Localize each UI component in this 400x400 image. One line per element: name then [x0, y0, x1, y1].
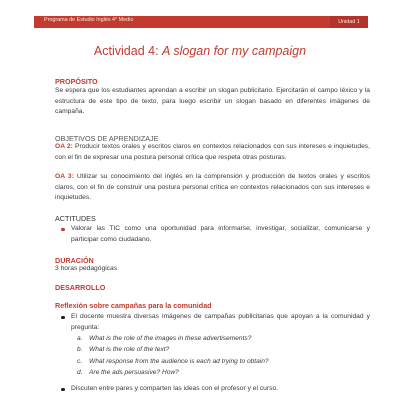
question-text: What response from the audience is each ad trying to obtain? [89, 357, 269, 365]
title-prefix: Actividad 4: [93, 44, 163, 58]
oa3-paragraph [55, 172, 370, 204]
desarrollo-bullet-1-text: El docente muestra diversas imágenes de campañas publicitarias que apoyan a la comunidad y pregunta: [71, 313, 370, 331]
proposito-text: Se espera que los estudiantes aprendan a escribir un slogan publicitario. Ejercitarán el campo léxico y la estructura de este tipo de texto, para luego escribir un slogan basado en diferentes imágenes de campaña. [55, 87, 370, 116]
question-letter: c. [77, 357, 83, 365]
question-text: What is the role of the images in these advertisements? [89, 335, 252, 342]
list-item [77, 356, 367, 367]
document-body [55, 0, 370, 400]
desarrollo-heading: DESARROLLO [55, 283, 106, 292]
bullet-icon [61, 228, 65, 232]
list-item [77, 344, 367, 355]
question-letter: d. [77, 368, 83, 376]
duracion-text: 3 horas pedagógicas [55, 265, 118, 272]
actitudes-text: Valorar las TIC como una oportunidad para informarse, investigar, socializar, comunicarse y participar como ciudadano. [71, 225, 370, 243]
bullet-icon [61, 316, 65, 320]
question-letter: b. [77, 346, 83, 354]
oa2-text: Producir textos orales y escritos claros en contextos relacionados con sus intereses e inquietudes, con el fin de expresar una postura personal crítica que respeta otras posturas. [55, 143, 370, 161]
desarrollo-bullet-2 [55, 384, 370, 395]
list-item [77, 333, 367, 344]
program-label: Programa de Estudio Inglés 4° Medio [44, 17, 134, 23]
question-letter: a. [77, 335, 83, 342]
desarrollo-bullet-1 [55, 312, 370, 334]
unit-label: Unidad 1 [338, 19, 360, 25]
question-text: Are the ads persuasive? How? [89, 368, 179, 376]
duracion-heading: DURACIÓN [55, 256, 94, 265]
desarrollo-subheading: Reflexión sobre campañas para la comunidad [55, 301, 212, 310]
actitudes-heading: ACTITUDES [55, 214, 96, 223]
objetivos-heading: OBJETIVOS DE APRENDIZAJE [55, 134, 159, 143]
proposito-heading: PROPÓSITO [55, 77, 98, 86]
actitudes-item [55, 224, 370, 246]
oa3-text: Utilizar su conocimiento del inglés en la comprensión y producción de textos orales y escritos claros, con el fin de construir una postura personal crítica en contextos relacionados con sus intereses e inquietudes. [55, 173, 370, 202]
question-list [77, 333, 367, 378]
title-italic: A slogan for my campaign [162, 44, 307, 58]
oa2-paragraph [55, 142, 370, 163]
question-text: What is the role of the text? [89, 346, 170, 354]
oa2-tag: OA 2: [55, 143, 73, 150]
list-item [77, 367, 367, 378]
desarrollo-bullet-2-text: Discuten entre pares y comparten las ideas con el profesor y el curso. [71, 385, 279, 392]
oa3-tag: OA 3: [55, 173, 74, 180]
bullet-icon [61, 388, 65, 392]
